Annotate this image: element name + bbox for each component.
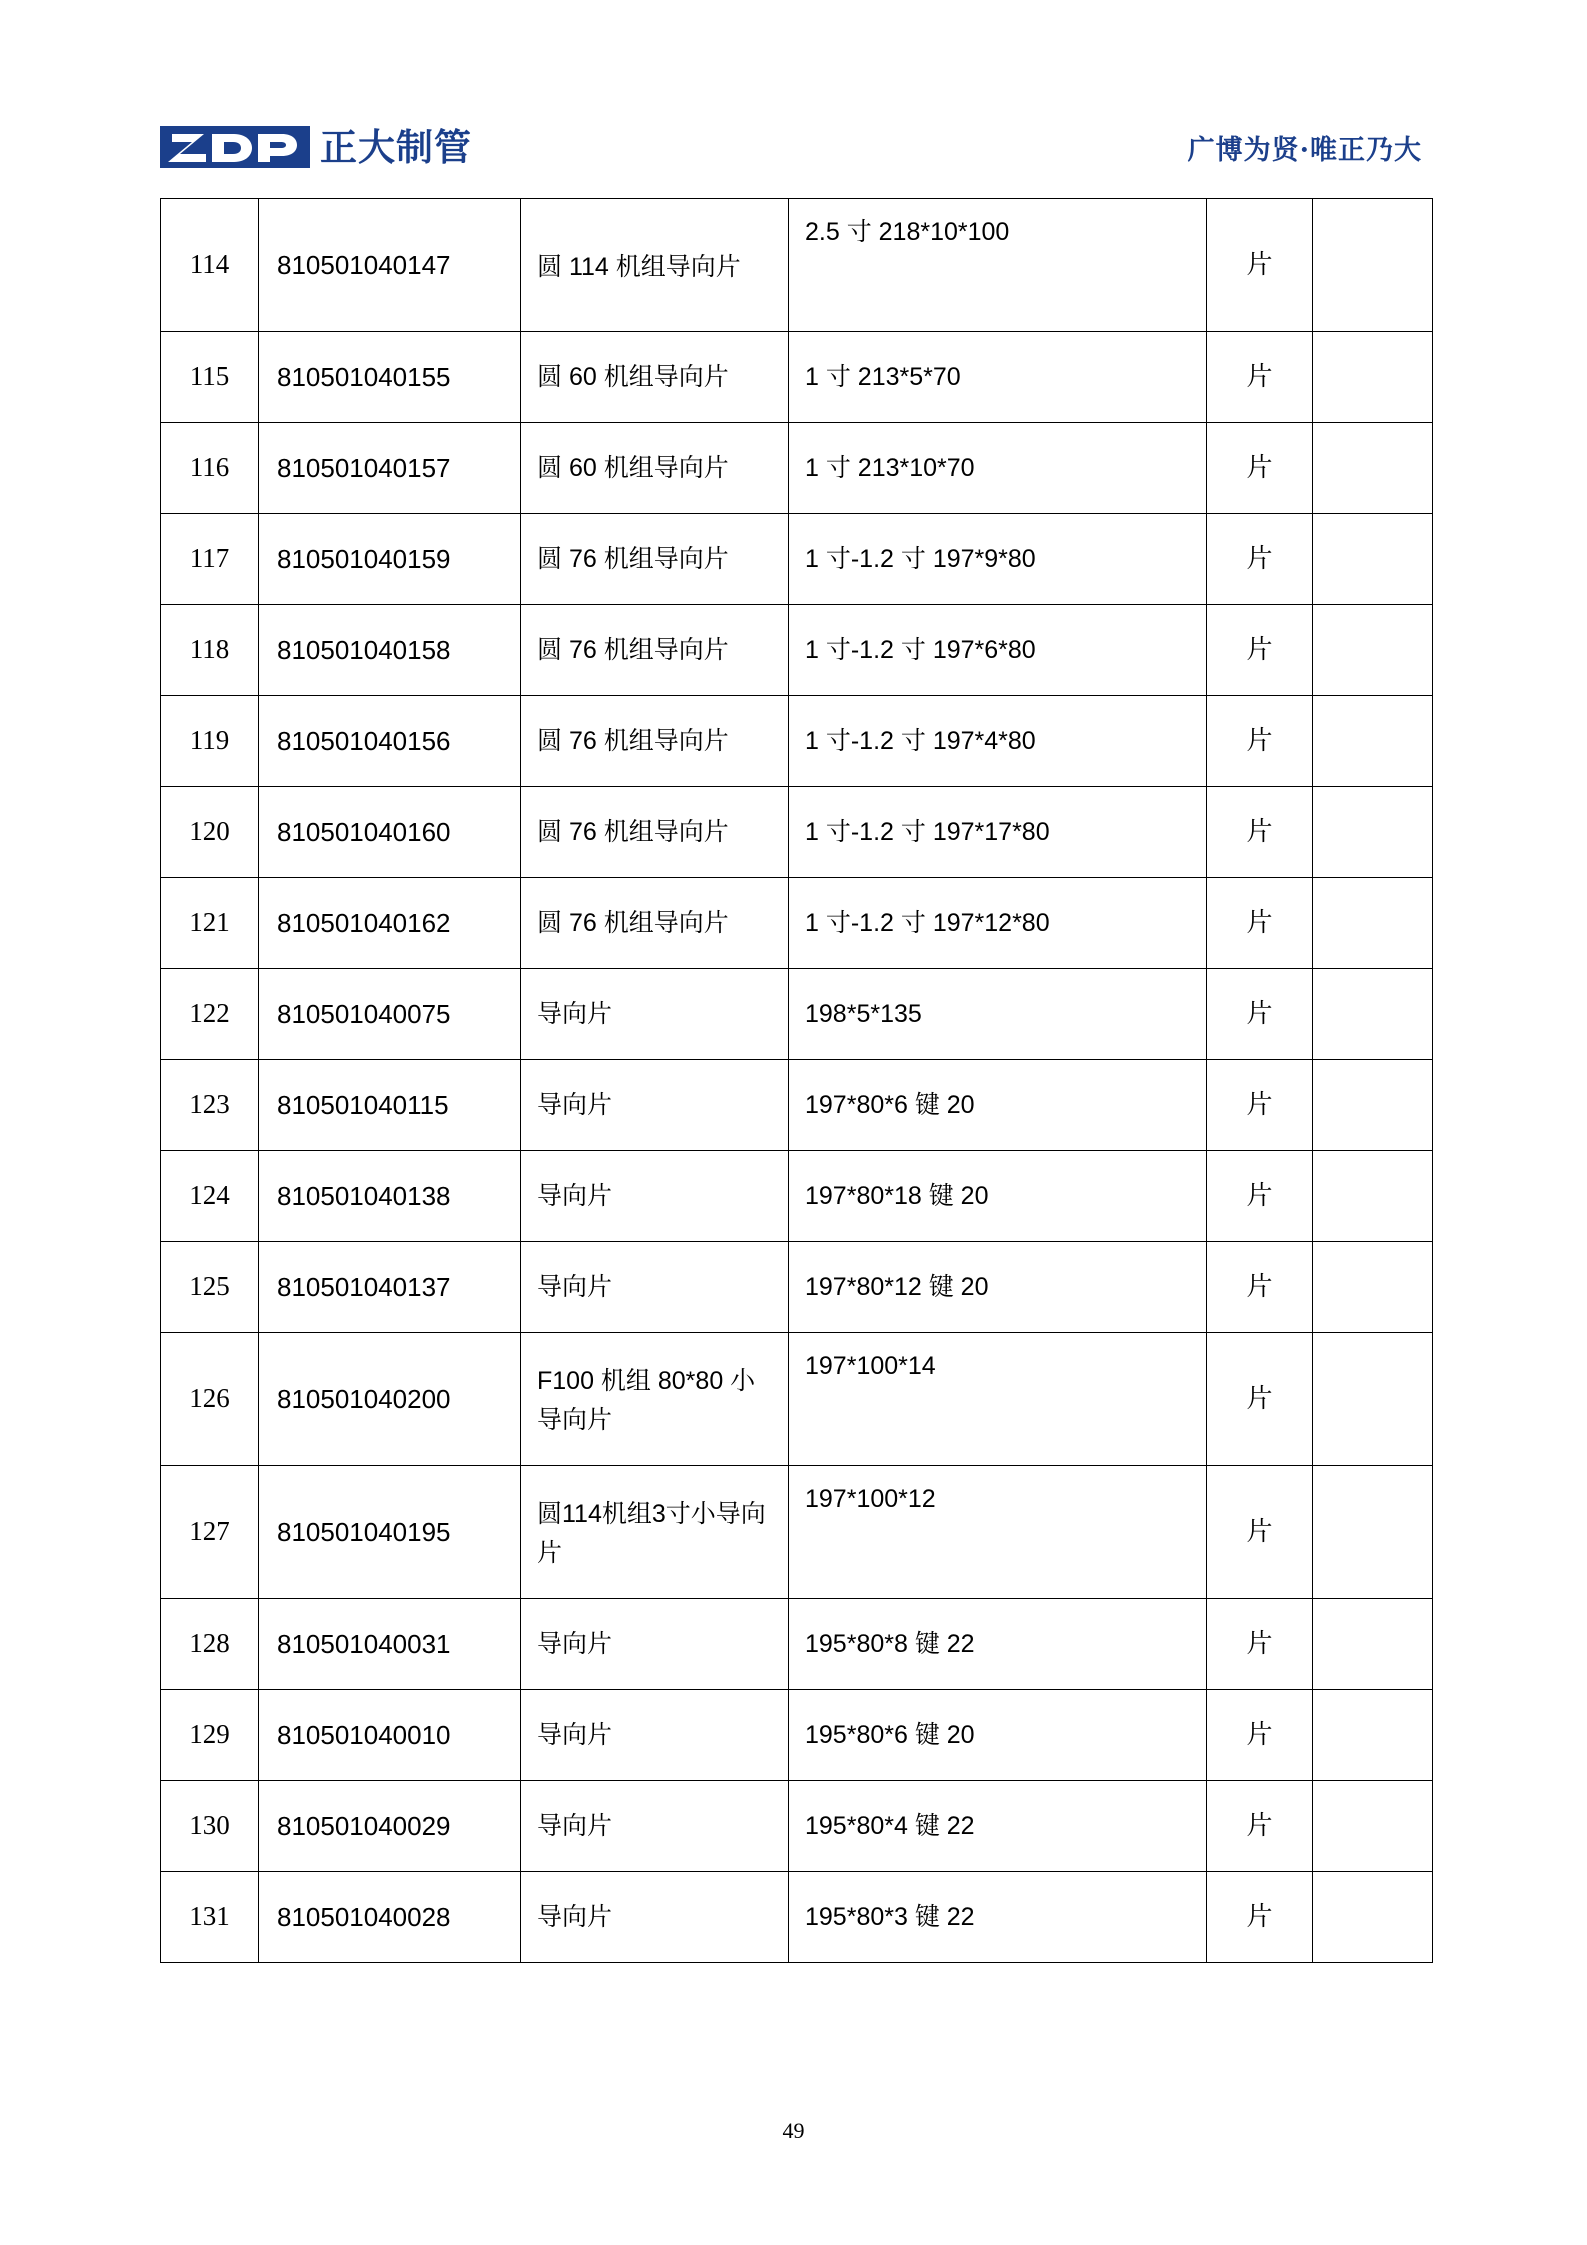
row-name: 导向片 bbox=[537, 1902, 613, 1931]
table-row bbox=[161, 1872, 1433, 1963]
row-unit: 片 bbox=[1246, 249, 1273, 279]
row-spec: 1 寸-1.2 寸 197*17*80 bbox=[805, 817, 1050, 846]
row-unit: 片 bbox=[1246, 1089, 1273, 1119]
row-qty bbox=[1313, 1690, 1432, 1780]
row-code: 810501040137 bbox=[277, 1271, 451, 1302]
row-code: 810501040162 bbox=[277, 907, 451, 938]
row-qty bbox=[1313, 787, 1432, 877]
row-qty bbox=[1313, 1872, 1432, 1962]
row-unit: 片 bbox=[1246, 907, 1273, 937]
row-code: 810501040138 bbox=[277, 1180, 451, 1211]
row-name: 导向片 bbox=[537, 1181, 613, 1210]
table-row bbox=[161, 605, 1433, 696]
company-name: 正大制管 bbox=[320, 125, 472, 169]
row-code: 810501040147 bbox=[277, 249, 451, 280]
row-index: 122 bbox=[189, 998, 230, 1029]
row-code: 810501040075 bbox=[277, 998, 451, 1029]
row-qty bbox=[1313, 514, 1432, 604]
row-name: 圆 76 机组导向片 bbox=[537, 726, 729, 755]
table-row bbox=[161, 423, 1433, 514]
table-row bbox=[161, 1599, 1433, 1690]
row-index: 125 bbox=[189, 1271, 230, 1302]
page-header bbox=[160, 112, 1430, 182]
row-spec: 195*80*6 键 20 bbox=[805, 1720, 975, 1749]
row-spec: 197*80*12 键 20 bbox=[805, 1272, 989, 1301]
table-row bbox=[161, 1060, 1433, 1151]
row-qty bbox=[1313, 332, 1432, 422]
row-index: 130 bbox=[189, 1810, 230, 1841]
parts-table bbox=[160, 198, 1433, 1963]
row-code: 810501040031 bbox=[277, 1628, 451, 1659]
row-name: 导向片 bbox=[537, 1629, 613, 1658]
table-row bbox=[161, 878, 1433, 969]
row-name: 导向片 bbox=[537, 999, 613, 1028]
row-unit: 片 bbox=[1246, 361, 1273, 391]
row-qty bbox=[1313, 878, 1432, 968]
row-spec: 195*80*3 键 22 bbox=[805, 1902, 975, 1931]
row-index: 131 bbox=[189, 1901, 230, 1932]
row-qty bbox=[1313, 605, 1432, 695]
row-code: 810501040156 bbox=[277, 725, 451, 756]
row-spec: 1 寸-1.2 寸 197*12*80 bbox=[805, 908, 1050, 937]
row-unit: 片 bbox=[1246, 634, 1273, 664]
row-name: 导向片 bbox=[537, 1811, 613, 1840]
row-unit: 片 bbox=[1246, 543, 1273, 573]
row-unit: 片 bbox=[1246, 998, 1273, 1028]
row-index: 120 bbox=[189, 816, 230, 847]
row-spec: 1 寸-1.2 寸 197*4*80 bbox=[805, 726, 1036, 755]
row-unit: 片 bbox=[1246, 1901, 1273, 1931]
row-qty bbox=[1313, 1060, 1432, 1150]
row-name: 圆 114 机组导向片 bbox=[537, 252, 741, 281]
zdp-logo-icon bbox=[160, 123, 310, 171]
row-code: 810501040157 bbox=[277, 452, 451, 483]
row-spec: 2.5 寸 218*10*100 bbox=[805, 218, 1010, 246]
row-unit: 片 bbox=[1246, 725, 1273, 755]
row-spec: 1 寸 213*5*70 bbox=[805, 362, 961, 391]
row-spec: 1 寸-1.2 寸 197*6*80 bbox=[805, 635, 1036, 664]
row-name: 圆 76 机组导向片 bbox=[537, 908, 729, 937]
row-index: 116 bbox=[189, 452, 230, 483]
row-name: 圆 60 机组导向片 bbox=[537, 453, 729, 482]
row-name: 圆 76 机组导向片 bbox=[537, 544, 729, 573]
row-spec: 198*5*135 bbox=[805, 999, 922, 1028]
row-qty bbox=[1313, 1242, 1432, 1332]
row-qty bbox=[1313, 1151, 1432, 1241]
row-code: 810501040028 bbox=[277, 1901, 451, 1932]
row-index: 124 bbox=[189, 1180, 230, 1211]
row-qty bbox=[1313, 696, 1432, 786]
row-name: 圆 60 机组导向片 bbox=[537, 362, 729, 391]
row-name: 圆114机组3寸小导向片 bbox=[537, 1500, 766, 1567]
row-code: 810501040160 bbox=[277, 816, 451, 847]
table-row bbox=[161, 696, 1433, 787]
table-row bbox=[161, 1781, 1433, 1872]
row-spec: 1 寸 213*10*70 bbox=[805, 453, 975, 482]
row-code: 810501040029 bbox=[277, 1810, 451, 1841]
row-unit: 片 bbox=[1246, 816, 1273, 846]
row-spec: 197*80*6 键 20 bbox=[805, 1090, 975, 1119]
parts-table-body bbox=[161, 199, 1433, 1963]
row-index: 114 bbox=[189, 249, 230, 280]
row-name: 圆 76 机组导向片 bbox=[537, 635, 729, 664]
row-index: 119 bbox=[189, 725, 230, 756]
row-index: 117 bbox=[189, 543, 230, 574]
parts-table-container bbox=[160, 198, 1432, 1963]
row-code: 810501040155 bbox=[277, 361, 451, 392]
row-qty bbox=[1313, 969, 1432, 1059]
row-index: 128 bbox=[189, 1628, 230, 1659]
row-index: 127 bbox=[189, 1516, 230, 1547]
row-code: 810501040200 bbox=[277, 1383, 451, 1414]
row-code: 810501040159 bbox=[277, 543, 451, 574]
row-unit: 片 bbox=[1246, 1180, 1273, 1210]
page-number: 49 bbox=[782, 2118, 805, 2143]
row-code: 810501040010 bbox=[277, 1719, 451, 1750]
row-unit: 片 bbox=[1246, 1383, 1273, 1413]
row-qty bbox=[1313, 1466, 1432, 1598]
row-name: 导向片 bbox=[537, 1272, 613, 1301]
row-name: F100 机组 80*80 小导向片 bbox=[537, 1367, 756, 1434]
row-qty bbox=[1313, 1333, 1432, 1465]
row-qty bbox=[1313, 199, 1432, 331]
table-row bbox=[161, 787, 1433, 878]
row-index: 129 bbox=[189, 1719, 230, 1750]
table-row bbox=[161, 1466, 1433, 1599]
row-code: 810501040195 bbox=[277, 1516, 451, 1547]
row-index: 121 bbox=[189, 907, 230, 938]
row-unit: 片 bbox=[1246, 1271, 1273, 1301]
table-row bbox=[161, 1690, 1433, 1781]
table-row bbox=[161, 199, 1433, 332]
row-unit: 片 bbox=[1246, 1628, 1273, 1658]
row-index: 115 bbox=[189, 361, 230, 392]
table-row bbox=[161, 1333, 1433, 1466]
table-row bbox=[161, 1151, 1433, 1242]
row-qty bbox=[1313, 1599, 1432, 1689]
table-row bbox=[161, 1242, 1433, 1333]
row-spec: 1 寸-1.2 寸 197*9*80 bbox=[805, 544, 1036, 573]
row-index: 123 bbox=[189, 1089, 230, 1120]
row-qty bbox=[1313, 423, 1432, 513]
row-spec: 197*100*14 bbox=[805, 1352, 936, 1380]
row-unit: 片 bbox=[1246, 452, 1273, 482]
row-index: 126 bbox=[189, 1383, 230, 1414]
row-spec: 195*80*8 键 22 bbox=[805, 1629, 975, 1658]
row-code: 810501040115 bbox=[277, 1089, 449, 1120]
row-code: 810501040158 bbox=[277, 634, 451, 665]
row-unit: 片 bbox=[1246, 1810, 1273, 1840]
table-row bbox=[161, 969, 1433, 1060]
row-spec: 195*80*4 键 22 bbox=[805, 1811, 975, 1840]
company-logo bbox=[160, 123, 472, 171]
row-index: 118 bbox=[189, 634, 230, 665]
row-spec: 197*100*12 bbox=[805, 1485, 936, 1513]
row-qty bbox=[1313, 1781, 1432, 1871]
table-row bbox=[161, 332, 1433, 423]
row-name: 导向片 bbox=[537, 1720, 613, 1749]
company-slogan: 广博为贤·唯正乃大 bbox=[1187, 134, 1422, 166]
row-unit: 片 bbox=[1246, 1516, 1273, 1546]
table-row bbox=[161, 514, 1433, 605]
row-name: 导向片 bbox=[537, 1090, 613, 1119]
row-name: 圆 76 机组导向片 bbox=[537, 817, 729, 846]
row-spec: 197*80*18 键 20 bbox=[805, 1181, 989, 1210]
row-unit: 片 bbox=[1246, 1719, 1273, 1749]
